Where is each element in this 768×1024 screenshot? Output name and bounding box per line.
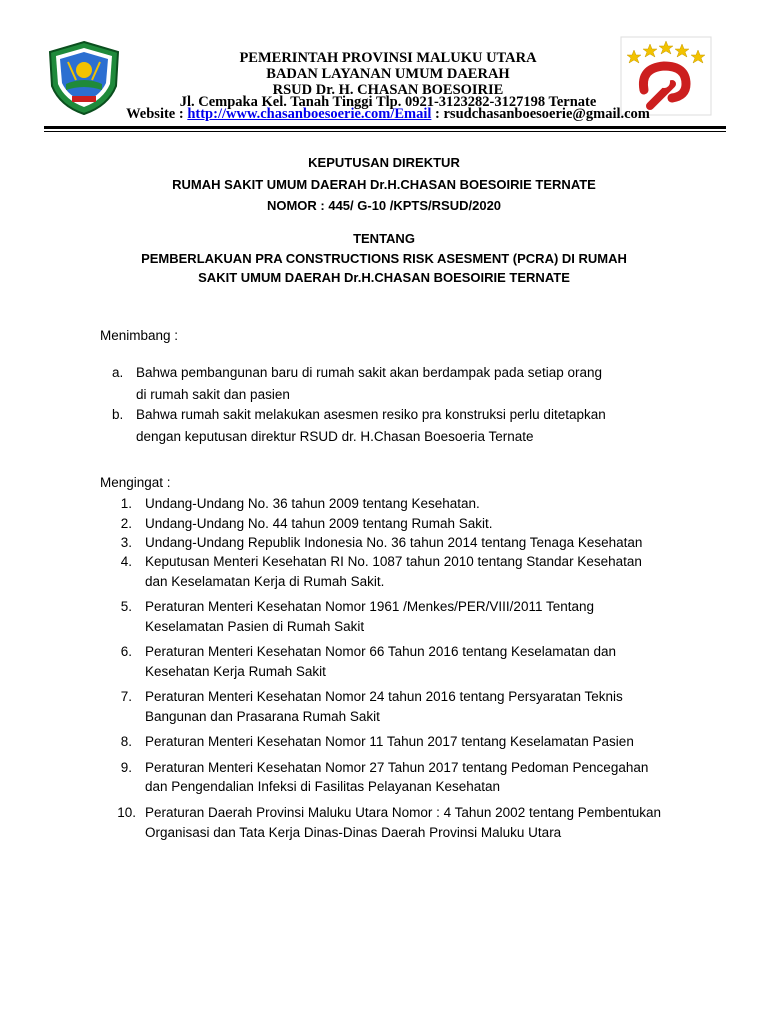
mengingat-marker: 1. — [120, 496, 132, 511]
letterhead-government: PEMERINTAH PROVINSI MALUKU UTARA — [239, 50, 537, 66]
website-link[interactable]: http://www.chasanboesoerie.com/Email — [187, 106, 432, 122]
mengingat-item-line: Undang-Undang No. 36 tahun 2009 tentang Kesehatan. — [145, 496, 480, 511]
mengingat-marker: 6. — [120, 644, 132, 659]
mengingat-item-line: Kesehatan Kerja Rumah Sakit — [145, 664, 326, 679]
mengingat-item-line: Organisasi dan Tata Kerja Dinas-Dinas Daerah Provinsi Maluku Utara — [145, 825, 562, 840]
mengingat-item-line: dan Keselamatan Kerja di Rumah Sakit. — [145, 574, 385, 589]
letterhead-contact — [100, 106, 676, 123]
letterhead-hospital: RSUD Dr. H. CHASAN BOESOIRIE — [272, 82, 504, 98]
mengingat-item-line: Peraturan Menteri Kesehatan Nomor 1961 /Menkes/PER/VIII/2011 Tentang — [145, 599, 595, 614]
mengingat-heading: Mengingat : — [100, 475, 171, 490]
mengingat-item-line: dan Pengendalian Infeksi di Fasilitas Pelayanan Kesehatan — [145, 779, 500, 794]
decree-number: NOMOR : 445/ G-10 /KPTS/RSUD/2020 — [266, 198, 502, 213]
mengingat-marker: 5. — [120, 599, 132, 614]
mengingat-marker: 3. — [120, 535, 132, 550]
decree-title: KEPUTUSAN DIREKTUR — [308, 155, 460, 170]
mengingat-item-line: Peraturan Menteri Kesehatan Nomor 27 Tahun 2017 tentang Pedoman Pencegahan — [145, 760, 649, 775]
website-label: Website : — [126, 106, 188, 122]
mengingat-item-line: Undang-Undang Republik Indonesia No. 36 tahun 2014 tentang Tenaga Kesehatan — [145, 535, 643, 550]
mengingat-marker: 4. — [120, 554, 132, 569]
menimbang-item-line: Bahwa pembangunan baru di rumah sakit akan berdampak pada setiap orang — [136, 365, 603, 380]
menimbang-item-line: di rumah sakit dan pasien — [136, 387, 290, 402]
mengingat-marker: 9. — [120, 760, 132, 775]
mengingat-marker: 8. — [120, 734, 132, 749]
mengingat-item-line: Bangunan dan Prasarana Rumah Sakit — [145, 709, 380, 724]
email-text: : rsudchasanboesoerie@gmail.com — [431, 106, 650, 122]
mengingat-item-line: Keselamatan Pasien di Rumah Sakit — [145, 619, 365, 634]
mengingat-item-line: Keputusan Menteri Kesehatan RI No. 1087 tahun 2010 tentang Standar Kesehatan — [145, 554, 642, 569]
mengingat-marker: 10. — [117, 805, 136, 820]
decree-subject-line2: SAKIT UMUM DAERAH Dr.H.CHASAN BOESOIRIE TERNATE — [198, 270, 570, 285]
header-rule-thin — [44, 131, 726, 132]
menimbang-heading: Menimbang : — [100, 328, 179, 343]
mengingat-item-line: Peraturan Daerah Provinsi Maluku Utara Nomor : 4 Tahun 2002 tentang Pembentukan — [145, 805, 662, 820]
mengingat-marker: 7. — [120, 689, 132, 704]
decree-subject-line1: PEMBERLAKUAN PRA CONSTRUCTIONS RISK ASESMENT (PCRA) DI RUMAH — [141, 251, 627, 266]
menimbang-marker: a. — [112, 365, 124, 380]
menimbang-item-line: dengan keputusan direktur RSUD dr. H.Chasan Boesoeria Ternate — [136, 429, 534, 444]
letterhead-agency: BADAN LAYANAN UMUM DAERAH — [266, 66, 510, 82]
decree-tentang: TENTANG — [353, 231, 415, 246]
mengingat-item-line: Peraturan Menteri Kesehatan Nomor 66 Tahun 2016 tentang Keselamatan dan — [145, 644, 617, 659]
decree-institution: RUMAH SAKIT UMUM DAERAH Dr.H.CHASAN BOESOIRIE TERNATE — [172, 177, 596, 192]
mengingat-item-line: Undang-Undang No. 44 tahun 2009 tentang Rumah Sakit. — [145, 516, 493, 531]
mengingat-item-line: Peraturan Menteri Kesehatan Nomor 11 Tahun 2017 tentang Keselamatan Pasien — [145, 734, 634, 749]
letterhead-address: Jl. Cempaka Kel. Tanah Tinggi Tlp. 0921-3123282-3127198 Ternate — [179, 94, 597, 110]
menimbang-marker: b. — [112, 407, 124, 422]
menimbang-item-line: Bahwa rumah sakit melakukan asesmen resiko pra konstruksi perlu ditetapkan — [136, 407, 606, 422]
header-rule-thick — [44, 126, 726, 129]
mengingat-item-line: Peraturan Menteri Kesehatan Nomor 24 tahun 2016 tentang Persyaratan Teknis — [145, 689, 623, 704]
mengingat-marker: 2. — [120, 516, 132, 531]
